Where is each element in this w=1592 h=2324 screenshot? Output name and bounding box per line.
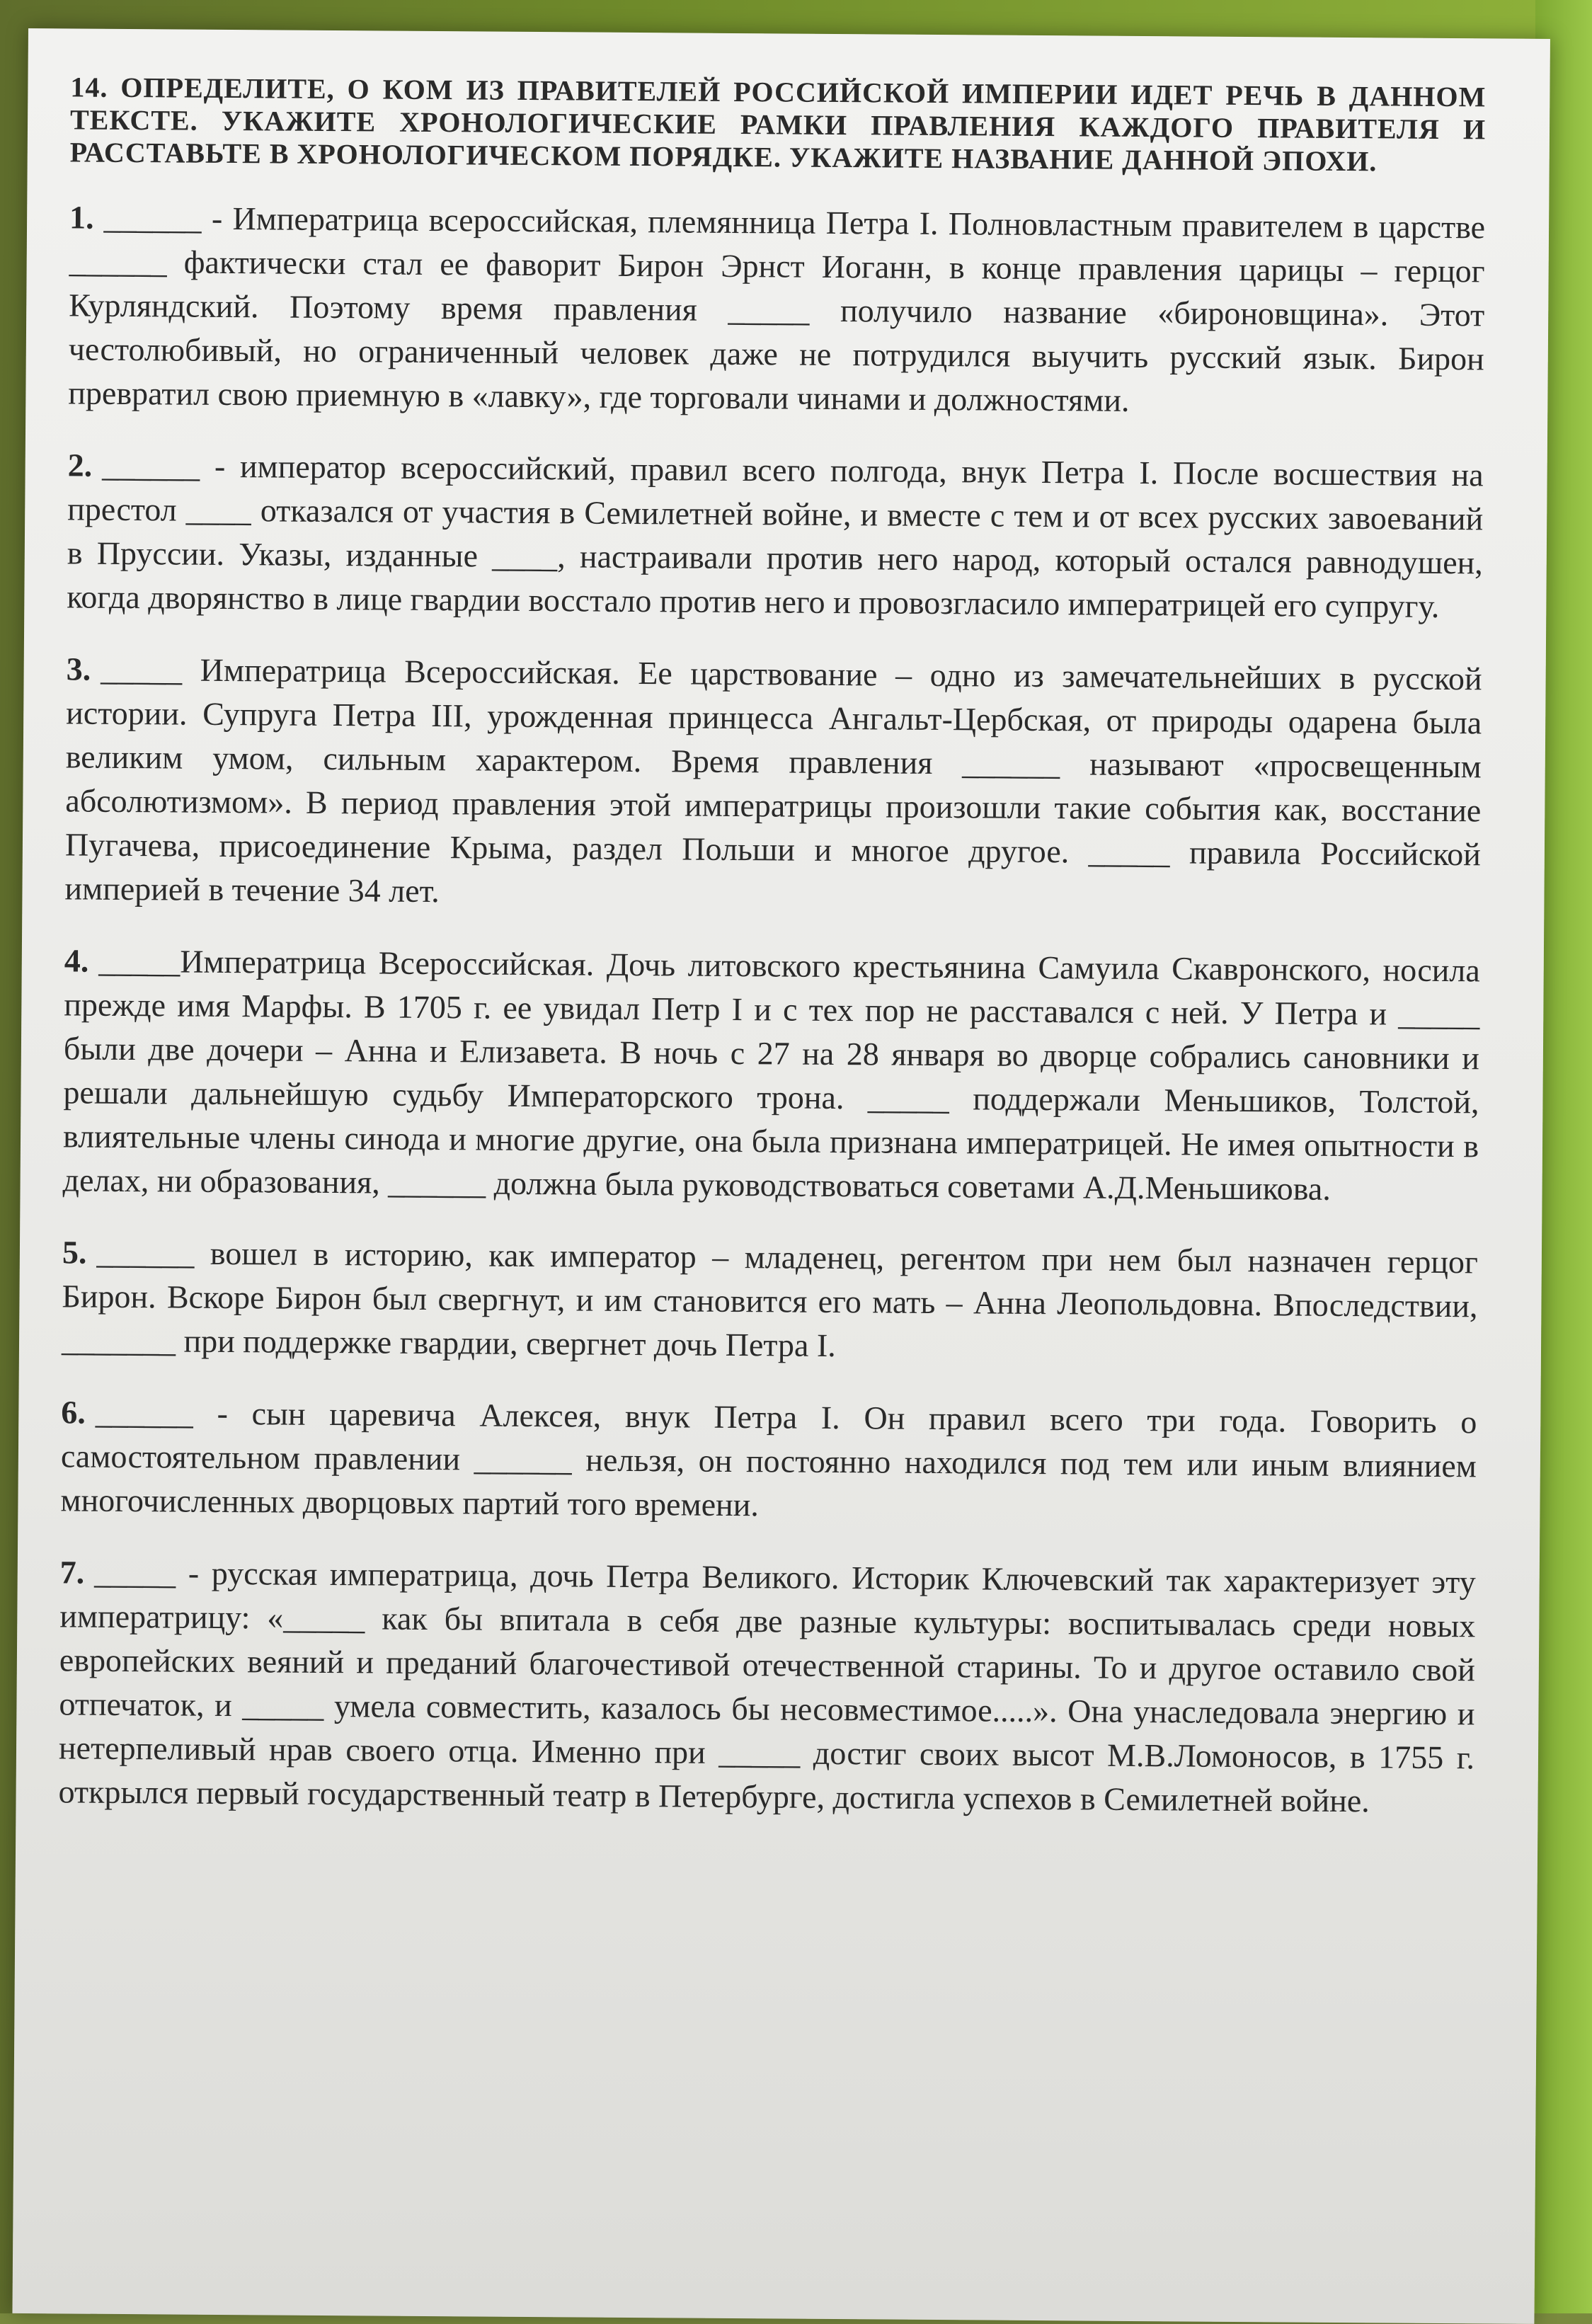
question-number: 1. xyxy=(69,199,94,236)
question-number: 7. xyxy=(59,1554,85,1591)
question-3 xyxy=(64,647,1482,920)
question-number: 5. xyxy=(62,1234,87,1271)
question-text: ______ - император всероссийский, правил всего полгода, внук Петра I. После восшествия на престол ____ отказался от участия в Семилетней войне, и вместе с тем и от всех русских завоеваний в Пруссии. Указы, изданные ____, настраивали против него народ, который остался равнодушен, когда дворянство в лице гвардии восстало против него и провозгласило императрицей его супругу. xyxy=(67,447,1484,624)
question-5 xyxy=(62,1230,1478,1372)
worksheet-content xyxy=(58,71,1486,1852)
question-text: _____ Императрица Всероссийская. Ее царствование – одно из замечательнейших в русской истории. Супруга Петра III, урожденная принцесса Ангальт-Цербская, от природы одарена была великим умом, сильным характером. Время правления ______ называют «просвещенным абсолютизмом». В период правления этой императрицы произошли такие события как, восстание Пугачева, присоединение Крыма, раздел Польши и многое другое. _____ правила Российской империей в течение 34 лет. xyxy=(64,651,1482,910)
task-heading: 14. ОПРЕДЕЛИТЕ, О КОМ ИЗ ПРАВИТЕЛЕЙ РОССИЙСКОЙ ИМПЕРИИ ИДЕТ РЕЧЬ В ДАННОМ ТЕКСТЕ. УКАЖИТЕ ХРОНОЛОГИЧЕСКИЕ РАМКИ ПРАВЛЕНИЯ КАЖДОГО ПРАВИТЕЛЯ И РАССТАВЬТЕ В ХРОНОЛОГИЧЕСКОМ ПОРЯДКЕ. УКАЖИТЕ НАЗВАНИЕ ДАННОЙ ЭПОХИ. xyxy=(69,71,1487,178)
question-text: ______ - Императрица всероссийская, племянница Петра I. Полновластным правителем в царстве ______ фактически стал ее фаворит Бирон Эрнст Иоганн, в конце правления царицы – герцог Курляндский. Поэтому время правления _____ получило название «бироновщина». Этот честолюбивый, но ограниченный человек даже не потрудился выучить русский язык. Бирон превратил свою приемную в «лавку», где торговали чинами и должностями. xyxy=(68,199,1486,418)
question-6 xyxy=(60,1390,1477,1532)
question-text: _____ - русская императрица, дочь Петра Великого. Историк Ключевский так характеризует эту императрицу: «_____ как бы впитала в себя две разные культуры: воспитывалась среди новых европейских веяний и преданий благочестивой отечественной старины. То и другое оставило свой отпечаток, и _____ умела совместить, казалось бы несовместимое.....». Она унаследовала энергию и нетерпеливый нрав своего отца. Именно при _____ достиг своих высот М.В.Ломоносов, в 1755 г. открылся первый государственный театр в Петербурге, достигла успехов в Семилетней войне. xyxy=(58,1554,1476,1819)
question-7 xyxy=(58,1550,1476,1824)
question-2 xyxy=(67,443,1484,629)
paper-sheet xyxy=(12,28,1550,2324)
question-text: _____Императрица Всероссийская. Дочь литовского крестьянина Самуила Скавронского, носила прежде имя Марфы. В 1705 г. ее увидал Петр I и с тех пор не расставался с ней. У Петра и _____ были две дочери – Анна и Елизавета. В ночь с 27 на 28 января во дворце собрались сановники и решали дальнейшую судьбу Императорского трона. _____ поддержали Меньшиков, Толстой, влиятельные члены синода и многие другие, она была признана императрицей. Не имея опытности в делах, ни образования, ______ должна была руководствоваться советами А.Д.Меньшикова. xyxy=(62,942,1480,1207)
question-1 xyxy=(68,195,1485,425)
question-number: 6. xyxy=(61,1394,86,1431)
question-number: 4. xyxy=(64,942,89,979)
question-4 xyxy=(62,939,1480,1212)
question-text: ______ вошел в историю, как император – младенец, регентом при нем был назначен герцог Бирон. Вскоре Бирон был свергнут, и им становится его мать – Анна Леопольдовна. Впоследствии, _______ при поддержке гвардии, свергнет дочь Петра I. xyxy=(61,1234,1479,1364)
question-number: 3. xyxy=(66,651,91,687)
question-number: 2. xyxy=(67,447,93,483)
question-text: ______ - сын царевича Алексея, внук Петра I. Он правил всего три года. Говорить о самостоятельном правлении ______ нельзя, он постоянно находился под тем или иным влиянием многочисленных дворцовых партий того времени. xyxy=(60,1394,1477,1523)
